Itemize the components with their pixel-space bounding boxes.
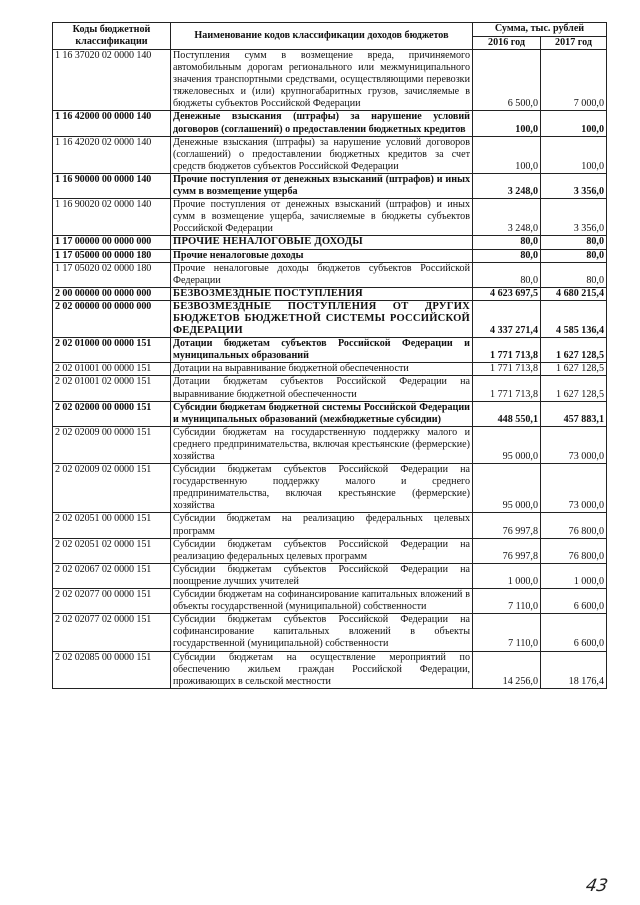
row-name: Поступления сумм в возмещение вреда, причиняемого автомобильным дорогам регионального или межмуниципального значения транспортными средствами, осуществляющими перевозки тяжеловесных и (или) крупногабаритных грузов, зачисляемые в бюджеты субъектов Российской Федерации bbox=[171, 50, 473, 111]
row-value-2017: 1 627 128,5 bbox=[541, 376, 607, 401]
row-value-2016: 100,0 bbox=[473, 111, 541, 136]
table-body bbox=[53, 50, 607, 689]
row-value-2017: 18 176,4 bbox=[541, 651, 607, 688]
row-value-2017: 457 883,1 bbox=[541, 401, 607, 426]
row-value-2017: 100,0 bbox=[541, 111, 607, 136]
row-code: 1 16 37020 02 0000 140 bbox=[53, 50, 171, 111]
header-name: Наименование кодов классификации доходов бюджетов bbox=[171, 23, 473, 50]
row-code: 1 16 42020 02 0000 140 bbox=[53, 136, 171, 173]
table-row bbox=[53, 464, 607, 513]
table-row bbox=[53, 376, 607, 401]
row-code: 2 02 02051 00 0000 151 bbox=[53, 513, 171, 538]
row-value-2016: 7 110,0 bbox=[473, 589, 541, 614]
header-code: Коды бюджетной классификации bbox=[53, 23, 171, 50]
row-name: Субсидии бюджетам на реализацию федеральных целевых программ bbox=[171, 513, 473, 538]
table-row bbox=[53, 136, 607, 173]
row-name: Субсидии бюджетам бюджетной системы Российской Федерации и муниципальных образований (межбюджетные субсидии) bbox=[171, 401, 473, 426]
row-name: Субсидии бюджетам на софинансирование капитальных вложений в объекты государственной (муниципальной) собственности bbox=[171, 589, 473, 614]
row-value-2017: 80,0 bbox=[541, 236, 607, 249]
table-row bbox=[53, 538, 607, 563]
row-code: 1 17 05020 02 0000 180 bbox=[53, 262, 171, 287]
table-row bbox=[53, 249, 607, 262]
row-value-2017: 100,0 bbox=[541, 136, 607, 173]
row-name: Субсидии бюджетам субъектов Российской Федерации на реализацию федеральных целевых программ bbox=[171, 538, 473, 563]
row-value-2017: 6 600,0 bbox=[541, 614, 607, 651]
row-value-2016: 1 771 713,8 bbox=[473, 376, 541, 401]
row-value-2017: 1 627 128,5 bbox=[541, 363, 607, 376]
row-value-2016: 14 256,0 bbox=[473, 651, 541, 688]
row-value-2016: 80,0 bbox=[473, 236, 541, 249]
row-name: Дотации на выравнивание бюджетной обеспеченности bbox=[171, 363, 473, 376]
header-year-2017: 2017 год bbox=[541, 36, 607, 50]
page-number: 43 bbox=[584, 876, 610, 896]
row-name: Дотации бюджетам субъектов Российской Федерации и муниципальных образований bbox=[171, 338, 473, 363]
row-value-2016: 4 623 697,5 bbox=[473, 287, 541, 300]
row-name: БЕЗВОЗМЕЗДНЫЕ ПОСТУПЛЕНИЯ bbox=[171, 287, 473, 300]
row-value-2017: 3 356,0 bbox=[541, 173, 607, 198]
table-row bbox=[53, 401, 607, 426]
row-name: ПРОЧИЕ НЕНАЛОГОВЫЕ ДОХОДЫ bbox=[171, 236, 473, 249]
row-value-2016: 3 248,0 bbox=[473, 199, 541, 236]
row-code: 2 02 02067 02 0000 151 bbox=[53, 563, 171, 588]
table-row bbox=[53, 513, 607, 538]
row-name: Субсидии бюджетам на осуществление мероприятий по обеспечению жильем граждан Российской Федерации, проживающих в сельской местности bbox=[171, 651, 473, 688]
table-row bbox=[53, 300, 607, 337]
row-code: 1 16 90020 02 0000 140 bbox=[53, 199, 171, 236]
row-value-2016: 7 110,0 bbox=[473, 614, 541, 651]
row-name: Субсидии бюджетам субъектов Российской Федерации на поощрение лучших учителей bbox=[171, 563, 473, 588]
header-year-2016: 2016 год bbox=[473, 36, 541, 50]
row-value-2016: 6 500,0 bbox=[473, 50, 541, 111]
table-row bbox=[53, 199, 607, 236]
row-code: 2 02 02009 00 0000 151 bbox=[53, 426, 171, 463]
row-value-2017: 76 800,0 bbox=[541, 538, 607, 563]
table-row bbox=[53, 173, 607, 198]
row-code: 1 17 00000 00 0000 000 bbox=[53, 236, 171, 249]
row-name: Прочие поступления от денежных взысканий (штрафов) и иных сумм в возмещение ущерба, зачисляемые в бюджеты субъектов Российской Федерации bbox=[171, 199, 473, 236]
row-code: 2 00 00000 00 0000 000 bbox=[53, 287, 171, 300]
row-value-2017: 1 000,0 bbox=[541, 563, 607, 588]
row-value-2017: 76 800,0 bbox=[541, 513, 607, 538]
row-value-2017: 4 585 136,4 bbox=[541, 300, 607, 337]
row-value-2016: 448 550,1 bbox=[473, 401, 541, 426]
row-code: 2 02 01001 02 0000 151 bbox=[53, 376, 171, 401]
row-code: 2 02 02051 02 0000 151 bbox=[53, 538, 171, 563]
row-value-2016: 76 997,8 bbox=[473, 538, 541, 563]
row-value-2016: 95 000,0 bbox=[473, 426, 541, 463]
row-value-2016: 3 248,0 bbox=[473, 173, 541, 198]
table-row bbox=[53, 563, 607, 588]
row-name: Прочие неналоговые доходы бюджетов субъектов Российской Федерации bbox=[171, 262, 473, 287]
row-code: 2 02 02077 00 0000 151 bbox=[53, 589, 171, 614]
table-row bbox=[53, 111, 607, 136]
row-value-2017: 4 680 215,4 bbox=[541, 287, 607, 300]
table-row bbox=[53, 287, 607, 300]
row-value-2016: 100,0 bbox=[473, 136, 541, 173]
table-row bbox=[53, 589, 607, 614]
table-row bbox=[53, 651, 607, 688]
row-value-2016: 1 771 713,8 bbox=[473, 338, 541, 363]
row-value-2017: 6 600,0 bbox=[541, 589, 607, 614]
table-row bbox=[53, 363, 607, 376]
row-value-2017: 73 000,0 bbox=[541, 426, 607, 463]
row-value-2016: 80,0 bbox=[473, 262, 541, 287]
row-value-2017: 80,0 bbox=[541, 262, 607, 287]
table-row bbox=[53, 236, 607, 249]
row-name: Субсидии бюджетам субъектов Российской Федерации на софинансирование капитальных вложений в объекты государственной (муниципальной) собственности bbox=[171, 614, 473, 651]
row-value-2017: 1 627 128,5 bbox=[541, 338, 607, 363]
row-value-2017: 73 000,0 bbox=[541, 464, 607, 513]
row-name: Денежные взыскания (штрафы) за нарушение условий договоров (соглашений) о предоставлении бюджетных кредитов bbox=[171, 111, 473, 136]
row-name: Денежные взыскания (штрафы) за нарушение условий договоров (соглашений) о предоставлении бюджетных кредитов за счет средств бюджетов субъектов Российской Федерации bbox=[171, 136, 473, 173]
row-code: 2 02 01001 00 0000 151 bbox=[53, 363, 171, 376]
row-code: 2 02 02085 00 0000 151 bbox=[53, 651, 171, 688]
row-name: Субсидии бюджетам субъектов Российской Федерации на государственную поддержку малого и среднего предпринимательства, включая крестьянские (фермерские) хозяйства bbox=[171, 464, 473, 513]
row-value-2016: 1 771 713,8 bbox=[473, 363, 541, 376]
row-name: БЕЗВОЗМЕЗДНЫЕ ПОСТУПЛЕНИЯ ОТ ДРУГИХ БЮДЖЕТОВ БЮДЖЕТНОЙ СИСТЕМЫ РОССИЙСКОЙ ФЕДЕРАЦИИ bbox=[171, 300, 473, 337]
row-value-2017: 80,0 bbox=[541, 249, 607, 262]
budget-table-sheet bbox=[52, 22, 606, 689]
table-row bbox=[53, 426, 607, 463]
table-row bbox=[53, 262, 607, 287]
row-name: Субсидии бюджетам на государственную поддержку малого и среднего предпринимательства, включая крестьянские (фермерские) хозяйства bbox=[171, 426, 473, 463]
row-value-2016: 80,0 bbox=[473, 249, 541, 262]
row-value-2016: 1 000,0 bbox=[473, 563, 541, 588]
row-code: 2 02 01000 00 0000 151 bbox=[53, 338, 171, 363]
row-code: 2 02 00000 00 0000 000 bbox=[53, 300, 171, 337]
row-name: Дотации бюджетам субъектов Российской Федерации на выравнивание бюджетной обеспеченности bbox=[171, 376, 473, 401]
row-value-2016: 76 997,8 bbox=[473, 513, 541, 538]
row-name: Прочие поступления от денежных взысканий (штрафов) и иных сумм в возмещение ущерба bbox=[171, 173, 473, 198]
row-code: 1 17 05000 00 0000 180 bbox=[53, 249, 171, 262]
row-value-2017: 3 356,0 bbox=[541, 199, 607, 236]
budget-revenue-table bbox=[52, 22, 607, 689]
row-value-2017: 7 000,0 bbox=[541, 50, 607, 111]
row-name: Прочие неналоговые доходы bbox=[171, 249, 473, 262]
table-row bbox=[53, 614, 607, 651]
row-code: 1 16 90000 00 0000 140 bbox=[53, 173, 171, 198]
row-value-2016: 95 000,0 bbox=[473, 464, 541, 513]
row-value-2016: 4 337 271,4 bbox=[473, 300, 541, 337]
table-row bbox=[53, 50, 607, 111]
header-sum: Сумма, тыс. рублей bbox=[473, 23, 607, 37]
row-code: 1 16 42000 00 0000 140 bbox=[53, 111, 171, 136]
table-row bbox=[53, 338, 607, 363]
row-code: 2 02 02077 02 0000 151 bbox=[53, 614, 171, 651]
row-code: 2 02 02009 02 0000 151 bbox=[53, 464, 171, 513]
row-code: 2 02 02000 00 0000 151 bbox=[53, 401, 171, 426]
